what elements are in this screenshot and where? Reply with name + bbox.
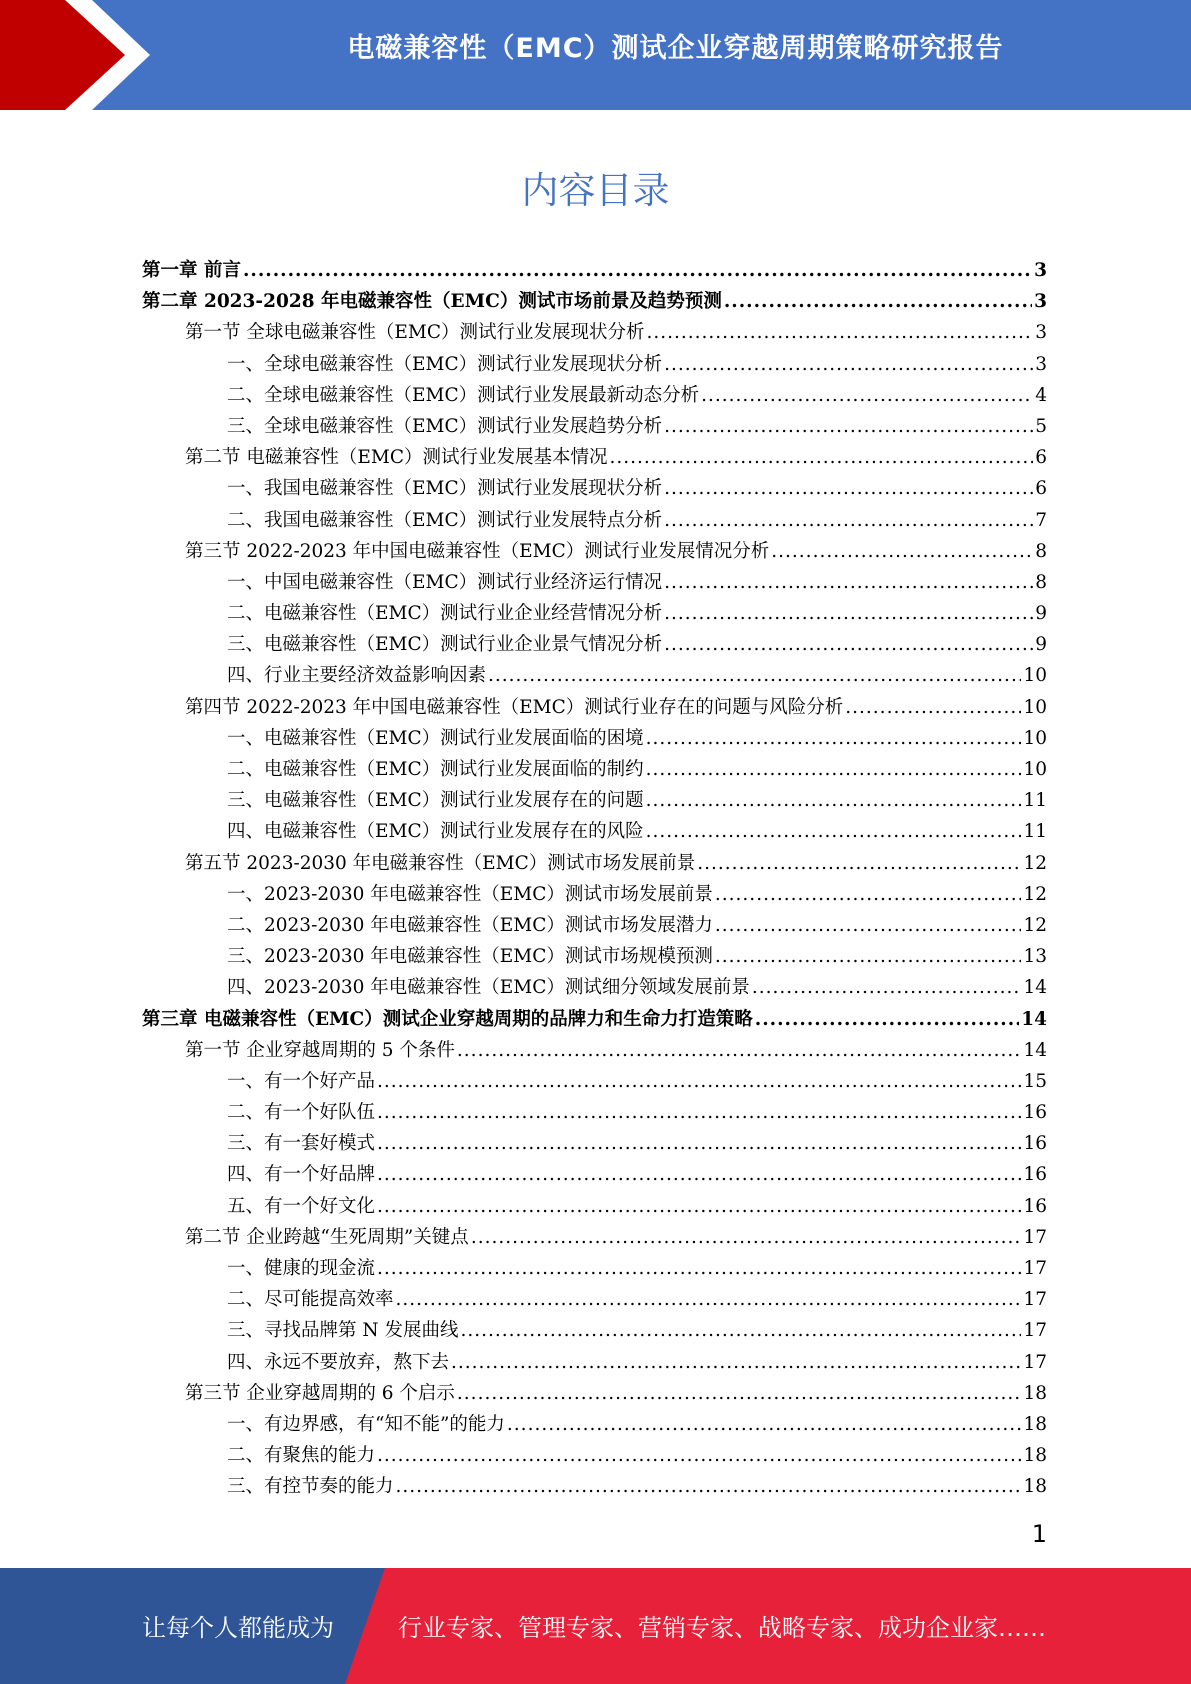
toc-dot-leader — [488, 660, 1021, 691]
toc-entry[interactable] — [142, 255, 1047, 286]
toc-entry-page: 9 — [1035, 634, 1047, 656]
toc-entry[interactable] — [142, 848, 1047, 879]
toc-entry-title: 第一节 企业穿越周期的 5 个条件 — [185, 1039, 455, 1061]
toc-entry[interactable] — [142, 1097, 1047, 1128]
toc-entry[interactable] — [142, 1128, 1047, 1159]
toc-entry-page: 12 — [1023, 914, 1047, 936]
toc-dot-leader — [457, 1035, 1022, 1066]
toc-entry[interactable] — [142, 1378, 1047, 1409]
toc-entry-page: 10 — [1023, 665, 1047, 687]
toc-entry[interactable] — [142, 1004, 1047, 1035]
toc-dot-leader — [396, 1284, 1022, 1315]
toc-entry[interactable] — [142, 1222, 1047, 1253]
toc-entry-page: 16 — [1023, 1164, 1047, 1186]
toc-entry[interactable] — [142, 629, 1047, 660]
toc-entry-page: 10 — [1023, 759, 1047, 780]
toc-dot-leader — [664, 411, 1033, 442]
toc-dot-leader — [755, 1004, 1020, 1035]
toc-entry-page: 10 — [1023, 696, 1047, 718]
page-footer — [0, 1568, 1191, 1684]
toc-entry-page: 8 — [1035, 571, 1047, 593]
toc-dot-leader — [715, 879, 1022, 910]
toc-entry-title: 三、有控节奏的能力 — [227, 1476, 394, 1498]
toc-dot-leader — [647, 317, 1034, 348]
toc-entry-page: 14 — [1021, 1008, 1047, 1030]
toc-entry-title: 第五节 2023-2030 年电磁兼容性（EMC）测试市场发展前景 — [185, 852, 696, 874]
toc-entry-title: 一、我国电磁兼容性（EMC）测试行业发展现状分析 — [227, 478, 663, 500]
toc-entry-page: 3 — [1035, 322, 1047, 344]
toc-entry[interactable] — [142, 1035, 1047, 1066]
toc-entry-page: 17 — [1023, 1226, 1047, 1248]
toc-entry[interactable] — [142, 1159, 1047, 1190]
toc-dot-leader — [396, 1471, 1022, 1502]
toc-dot-leader — [715, 941, 1022, 972]
toc-dot-leader — [845, 692, 1021, 723]
toc-entry[interactable] — [142, 598, 1047, 629]
toc-dot-leader — [610, 442, 1034, 473]
toc-dot-leader — [664, 349, 1033, 380]
toc-entry-title: 一、健康的现金流 — [227, 1258, 376, 1279]
toc-entry[interactable] — [142, 1409, 1047, 1440]
toc-entry[interactable] — [142, 505, 1047, 536]
toc-dot-leader — [377, 1159, 1021, 1190]
toc-entry-title: 三、全球电磁兼容性（EMC）测试行业发展趋势分析 — [227, 415, 663, 437]
toc-entry[interactable] — [142, 941, 1047, 972]
toc-entry-title: 四、有一个好品牌 — [227, 1164, 376, 1186]
toc-entry[interactable] — [142, 879, 1047, 910]
toc-entry-title: 一、电磁兼容性（EMC）测试行业发展面临的困境 — [227, 727, 644, 749]
toc-entry-title: 第四节 2022-2023 年中国电磁兼容性（EMC）测试行业存在的问题与风险分析 — [185, 696, 844, 718]
toc-entry-page: 14 — [1023, 977, 1047, 999]
toc-dot-leader — [243, 255, 1032, 286]
toc-dot-leader — [646, 816, 1022, 847]
toc-entry[interactable] — [142, 692, 1047, 723]
toc-entry-page: 7 — [1035, 509, 1047, 531]
toc-entry[interactable] — [142, 816, 1047, 847]
toc-dot-leader — [377, 1191, 1021, 1222]
toc-entry-page: 11 — [1023, 821, 1047, 843]
toc-entry-title: 第二节 企业跨越“生死周期”关键点 — [185, 1226, 469, 1248]
toc-dot-leader — [664, 567, 1033, 598]
toc-entry-page: 6 — [1035, 478, 1047, 500]
toc-entry-title: 二、尽可能提高效率 — [227, 1289, 394, 1311]
toc-heading: 内容目录 — [521, 169, 670, 212]
toc-entry[interactable] — [142, 910, 1047, 941]
page-header — [0, 0, 1191, 110]
toc-entry-title: 第一节 全球电磁兼容性（EMC）测试行业发展现状分析 — [185, 322, 645, 344]
toc-entry-title: 四、永远不要放弃，熬下去 — [227, 1351, 450, 1373]
toc-entry-page: 4 — [1035, 384, 1047, 406]
toc-entry[interactable] — [142, 317, 1047, 348]
toc-dot-leader — [664, 473, 1033, 504]
toc-entry[interactable] — [142, 1284, 1047, 1315]
toc-entry-page: 11 — [1023, 790, 1047, 812]
toc-entry-title: 二、有一个好队伍 — [227, 1102, 376, 1124]
toc-entry-page: 17 — [1023, 1320, 1047, 1342]
toc-entry-title: 一、全球电磁兼容性（EMC）测试行业发展现状分析 — [227, 353, 663, 375]
toc-entry-title: 三、2023-2030 年电磁兼容性（EMC）测试市场规模预测 — [227, 946, 713, 968]
table-of-contents — [142, 255, 1047, 1503]
toc-dot-leader — [377, 1128, 1021, 1159]
toc-entry-title: 三、有一套好模式 — [227, 1133, 376, 1155]
toc-entry-title: 三、寻找品牌第 N 发展曲线 — [227, 1320, 459, 1342]
toc-entry-page: 16 — [1023, 1195, 1047, 1217]
toc-entry-title: 一、中国电磁兼容性（EMC）测试行业经济运行情况 — [227, 571, 663, 593]
toc-entry-title: 一、有一个好产品 — [227, 1070, 376, 1092]
toc-entry[interactable] — [142, 785, 1047, 816]
toc-entry[interactable] — [142, 1347, 1047, 1378]
toc-dot-leader — [701, 380, 1033, 411]
toc-entry-page: 8 — [1035, 540, 1047, 562]
toc-entry-page: 17 — [1023, 1351, 1047, 1373]
toc-entry-page: 6 — [1035, 447, 1047, 469]
toc-entry-page: 12 — [1023, 852, 1047, 874]
toc-entry[interactable] — [142, 660, 1047, 691]
toc-entry-title: 四、2023-2030 年电磁兼容性（EMC）测试细分领域发展前景 — [227, 977, 750, 999]
footer-slogan-left: 让每个人都能成为 — [142, 1614, 334, 1642]
footer-slogan-right: 行业专家、管理专家、营销专家、战略专家、成功企业家…… — [398, 1614, 1046, 1642]
toc-entry[interactable] — [142, 442, 1047, 473]
toc-dot-leader — [377, 1440, 1021, 1471]
toc-entry[interactable] — [142, 536, 1047, 567]
toc-entry[interactable] — [142, 411, 1047, 442]
toc-entry-page: 17 — [1023, 1289, 1047, 1311]
toc-entry[interactable] — [142, 349, 1047, 380]
toc-dot-leader — [471, 1222, 1022, 1253]
toc-entry-page: 18 — [1023, 1445, 1047, 1467]
toc-dot-leader — [457, 1378, 1022, 1409]
toc-dot-leader — [377, 1066, 1021, 1097]
toc-entry-title: 二、我国电磁兼容性（EMC）测试行业发展特点分析 — [227, 509, 663, 531]
toc-entry-page: 18 — [1023, 1476, 1047, 1498]
toc-dot-leader — [507, 1409, 1022, 1440]
toc-entry-page: 16 — [1023, 1133, 1047, 1155]
toc-entry-page: 9 — [1035, 603, 1047, 625]
toc-entry-title: 第二章 2023-2028 年电磁兼容性（EMC）测试市场前景及趋势预测 — [142, 291, 722, 313]
toc-dot-leader — [460, 1315, 1021, 1346]
toc-entry-title: 一、2023-2030 年电磁兼容性（EMC）测试市场发展前景 — [227, 883, 713, 905]
toc-entry-title: 一、有边界感，有“知不能”的能力 — [227, 1413, 505, 1435]
toc-entry-page: 10 — [1023, 727, 1047, 749]
toc-entry-title: 二、电磁兼容性（EMC）测试行业企业经营情况分析 — [227, 603, 663, 625]
toc-entry[interactable] — [142, 286, 1047, 317]
toc-entry[interactable] — [142, 972, 1047, 1003]
toc-entry-title: 三、电磁兼容性（EMC）测试行业企业景气情况分析 — [227, 634, 663, 656]
toc-entry-page: 16 — [1023, 1102, 1047, 1124]
toc-entry-page: 3 — [1034, 291, 1047, 313]
toc-entry-title: 第三节 企业穿越周期的 6 个启示 — [185, 1382, 455, 1404]
toc-entry[interactable] — [142, 1191, 1047, 1222]
toc-entry-title: 四、行业主要经济效益影响因素 — [227, 665, 487, 687]
toc-dot-leader — [724, 286, 1032, 317]
report-title: 电磁兼容性（EMC）测试企业穿越周期策略研究报告 — [347, 33, 1004, 64]
toc-entry-title: 第三节 2022-2023 年中国电磁兼容性（EMC）测试行业发展情况分析 — [185, 540, 770, 562]
toc-dot-leader — [664, 505, 1033, 536]
toc-dot-leader — [646, 723, 1022, 754]
toc-entry-title: 二、2023-2030 年电磁兼容性（EMC）测试市场发展潜力 — [227, 914, 713, 936]
toc-dot-leader — [451, 1347, 1021, 1378]
toc-entry[interactable] — [142, 754, 1047, 785]
toc-entry-title: 五、有一个好文化 — [227, 1195, 376, 1217]
page-number: 1 — [1031, 1520, 1047, 1548]
toc-entry[interactable] — [142, 1471, 1047, 1502]
toc-entry-title: 二、电磁兼容性（EMC）测试行业发展面临的制约 — [227, 759, 644, 780]
toc-entry[interactable] — [142, 567, 1047, 598]
toc-dot-leader — [377, 1253, 1021, 1284]
toc-entry-page: 15 — [1023, 1070, 1047, 1092]
toc-entry-page: 13 — [1023, 946, 1047, 968]
toc-entry-title: 第一章 前言 — [142, 260, 241, 281]
toc-entry-title: 二、有聚焦的能力 — [227, 1445, 376, 1467]
toc-entry-title: 第二节 电磁兼容性（EMC）测试行业发展基本情况 — [185, 447, 608, 469]
toc-entry[interactable] — [142, 1440, 1047, 1471]
toc-entry[interactable] — [142, 1066, 1047, 1097]
toc-entry-page: 3 — [1035, 353, 1047, 375]
toc-entry-page: 3 — [1034, 260, 1047, 281]
toc-dot-leader — [664, 598, 1033, 629]
toc-entry-page: 12 — [1023, 883, 1047, 905]
toc-dot-leader — [715, 910, 1022, 941]
toc-dot-leader — [646, 785, 1022, 816]
toc-entry-page: 18 — [1023, 1382, 1047, 1404]
toc-entry-title: 四、电磁兼容性（EMC）测试行业发展存在的风险 — [227, 821, 644, 843]
toc-entry[interactable] — [142, 380, 1047, 411]
toc-entry[interactable] — [142, 473, 1047, 504]
toc-dot-leader — [664, 629, 1033, 660]
toc-entry-title: 第三章 电磁兼容性（EMC）测试企业穿越周期的品牌力和生命力打造策略 — [142, 1008, 753, 1030]
toc-entry-page: 5 — [1035, 415, 1047, 437]
toc-entry-title: 三、电磁兼容性（EMC）测试行业发展存在的问题 — [227, 790, 644, 812]
toc-entry[interactable] — [142, 1253, 1047, 1284]
toc-entry[interactable] — [142, 723, 1047, 754]
toc-entry-page: 18 — [1023, 1413, 1047, 1435]
toc-entry-title: 二、全球电磁兼容性（EMC）测试行业发展最新动态分析 — [227, 384, 700, 406]
toc-entry[interactable] — [142, 1315, 1047, 1346]
toc-dot-leader — [646, 754, 1022, 785]
toc-dot-leader — [752, 972, 1022, 1003]
toc-dot-leader — [377, 1097, 1021, 1128]
toc-entry-page: 17 — [1023, 1258, 1047, 1279]
toc-dot-leader — [771, 536, 1033, 567]
toc-dot-leader — [697, 848, 1021, 879]
toc-entry-page: 14 — [1023, 1039, 1047, 1061]
